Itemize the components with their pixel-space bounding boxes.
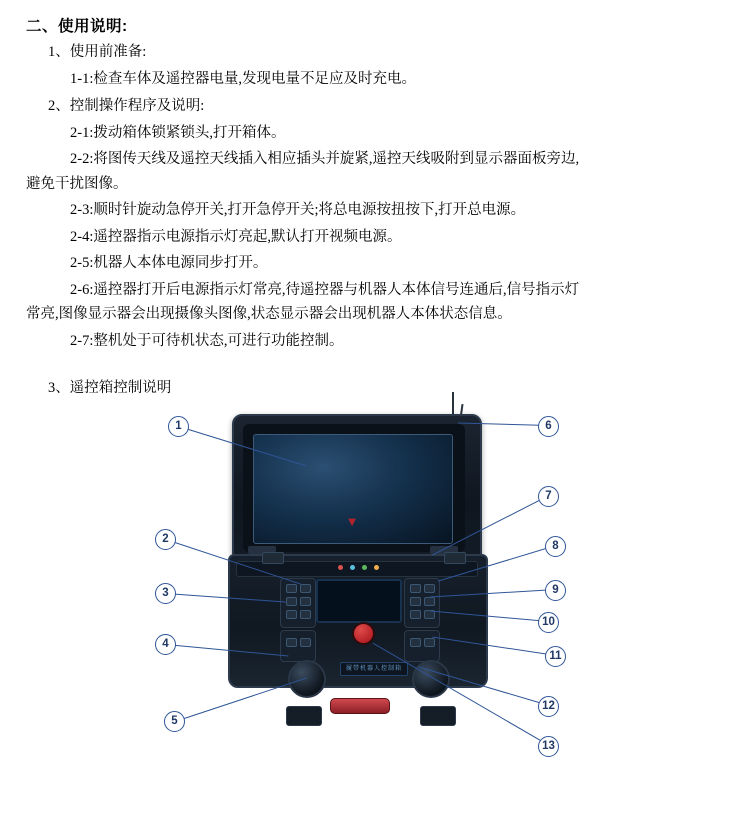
list-item: 2-5:机器人本体电源同步打开。 xyxy=(70,255,268,272)
callout-marker-8: 8 xyxy=(545,536,566,557)
case-foot xyxy=(420,706,456,726)
device-photo xyxy=(0,406,754,756)
button-icon xyxy=(410,638,421,647)
callout-marker-3: 3 xyxy=(155,583,176,604)
carry-handle xyxy=(330,698,390,714)
button-icon xyxy=(410,584,421,593)
callout-marker-10: 10 xyxy=(538,612,559,633)
button-icon xyxy=(286,638,297,647)
callout-marker-11: 11 xyxy=(545,646,566,667)
list-item-continuation: 避免干扰图像。 xyxy=(26,175,128,192)
callout-marker-2: 2 xyxy=(155,529,176,550)
button-icon xyxy=(300,638,311,647)
list-item: 1、使用前准备: xyxy=(48,44,147,60)
button-icon xyxy=(424,638,435,647)
document-body xyxy=(0,0,754,400)
button-icon xyxy=(286,584,297,593)
case-foot xyxy=(286,706,322,726)
list-item: 3、遥控箱控制说明 xyxy=(48,380,172,397)
list-item xyxy=(26,279,736,326)
logo-icon: ▼ xyxy=(345,513,359,529)
list-item-continuation: 常亮,图像显示器会出现摄像头图像,状态显示器会出现机器人本体状态信息。 xyxy=(26,306,512,323)
callout-marker-4: 4 xyxy=(155,634,176,655)
button-icon xyxy=(424,597,435,606)
status-display xyxy=(316,579,402,623)
case-latch xyxy=(262,552,284,564)
list-item: 2-4:遥控器指示电源指示灯亮起,默认打开视频电源。 xyxy=(70,228,402,245)
list-item: 2-7:整机处于可待机状态,可进行功能控制。 xyxy=(70,332,344,349)
list-item: 1-1:检查车体及遥控器电量,发现电量不足应及时充电。 xyxy=(70,70,416,87)
callout-marker-12: 12 xyxy=(538,696,559,717)
joystick-right xyxy=(412,660,450,698)
status-led-icon xyxy=(362,565,367,570)
device-nameplate: 履带机器人控制箱 xyxy=(340,662,408,676)
callout-marker-7: 7 xyxy=(538,486,559,507)
list-item: 2、控制操作程序及说明: xyxy=(48,98,205,115)
callout-marker-9: 9 xyxy=(545,580,566,601)
joystick-left xyxy=(288,660,326,698)
signal-led-icon xyxy=(350,565,355,570)
list-item: 2-3:顺时针旋动急停开关,打开急停开关;将总电源按扭按下,打开总电源。 xyxy=(70,202,526,219)
list-item: 2-1:拨动箱体锁紧锁头,打开箱体。 xyxy=(70,124,286,141)
callout-marker-13: 13 xyxy=(538,736,559,757)
video-led-icon xyxy=(374,565,379,570)
button-icon xyxy=(300,610,311,619)
button-icon xyxy=(286,597,297,606)
callout-marker-1: 1 xyxy=(168,416,189,437)
power-led-icon xyxy=(338,565,343,570)
list-item-text: 2-2:将图传天线及遥控天线插入相应插头并旋紧,遥控天线吸附到显示器面板旁边, xyxy=(70,151,580,168)
button-icon xyxy=(410,610,421,619)
list-item xyxy=(26,148,736,195)
button-icon xyxy=(410,597,421,606)
device-figure xyxy=(0,406,754,756)
callout-marker-6: 6 xyxy=(538,416,559,437)
button-icon xyxy=(300,584,311,593)
button-icon xyxy=(300,597,311,606)
callout-marker-5: 5 xyxy=(164,711,185,732)
page-title: 二、使用说明: xyxy=(26,18,128,35)
list-item-text: 2-6:遥控器打开后电源指示灯常亮,待遥控器与机器人本体信号连通后,信号指示灯 xyxy=(70,281,580,298)
case-latch xyxy=(444,552,466,564)
emergency-stop-switch xyxy=(352,622,375,645)
button-icon xyxy=(286,610,297,619)
button-icon xyxy=(424,584,435,593)
